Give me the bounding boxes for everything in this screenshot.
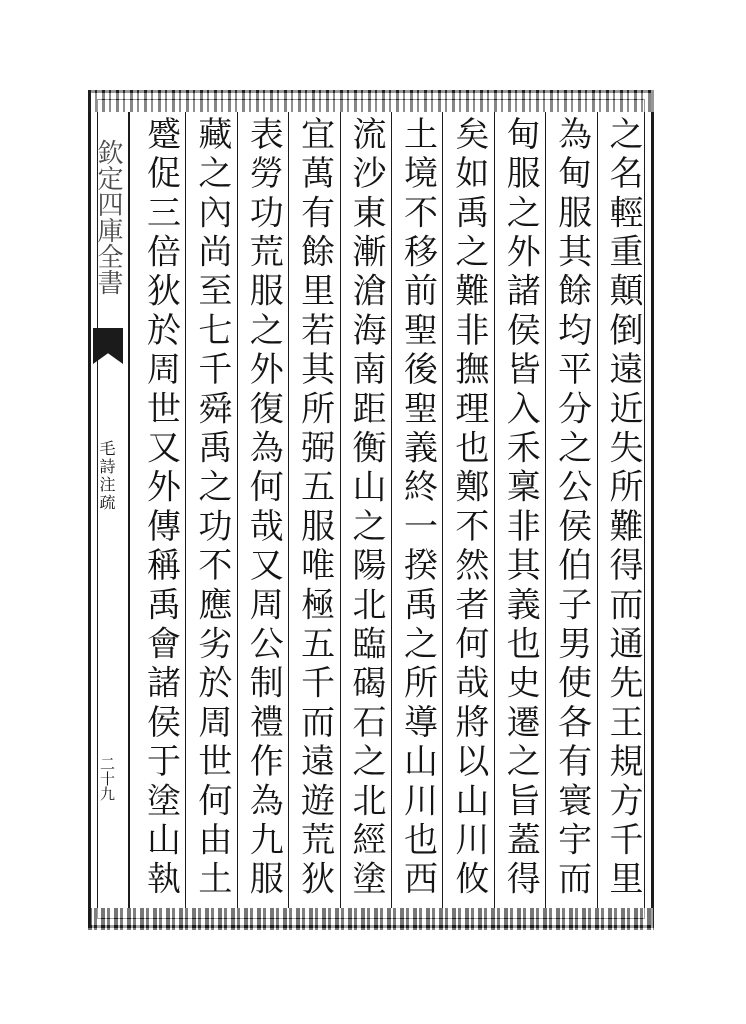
- text-column-4: 矣如禹之難非撫理也鄭不然者何哉將以山川攸: [442, 112, 493, 908]
- text-column-7: 宜萬有餘里若其所弼五服唯極五千而遠遊荒狄: [288, 112, 339, 908]
- text-column-2: 為甸服其餘均平分之公侯伯子男使各有寰宇而: [545, 112, 596, 908]
- text-column-1: 之名輕重顛倒遠近失所難得而通先王規方千里: [597, 112, 648, 908]
- text-column-3: 甸服之外諸侯皆入禾稟非其義也史遷之旨蓋得: [494, 112, 545, 908]
- page-number: 二十九: [98, 756, 116, 801]
- text-block: [134, 112, 648, 908]
- text-column-10: 蹙促三倍狄於周世又外傳稱禹會諸侯于塗山執: [140, 116, 181, 900]
- fore-edge-header: 欽定四庫全書: [93, 139, 123, 295]
- bottom-edge-scan-noise: [88, 908, 654, 930]
- text-column-9: 藏之內尚至七千舜禹之功不應劣於周世何由土: [185, 112, 236, 908]
- text-column-8: 表勞功荒服之外復為何哉又周公制禮作為九服: [237, 112, 288, 908]
- book-title: 毛詩注疏: [97, 440, 116, 512]
- top-edge-scan-noise: [88, 90, 654, 112]
- text-column-5: 土境不移前聖後聖義終一揆禹之所導山川也西: [391, 112, 442, 908]
- text-column-6: 流沙東漸滄海南距衡山之陽北臨碣石之北經塗: [340, 112, 391, 908]
